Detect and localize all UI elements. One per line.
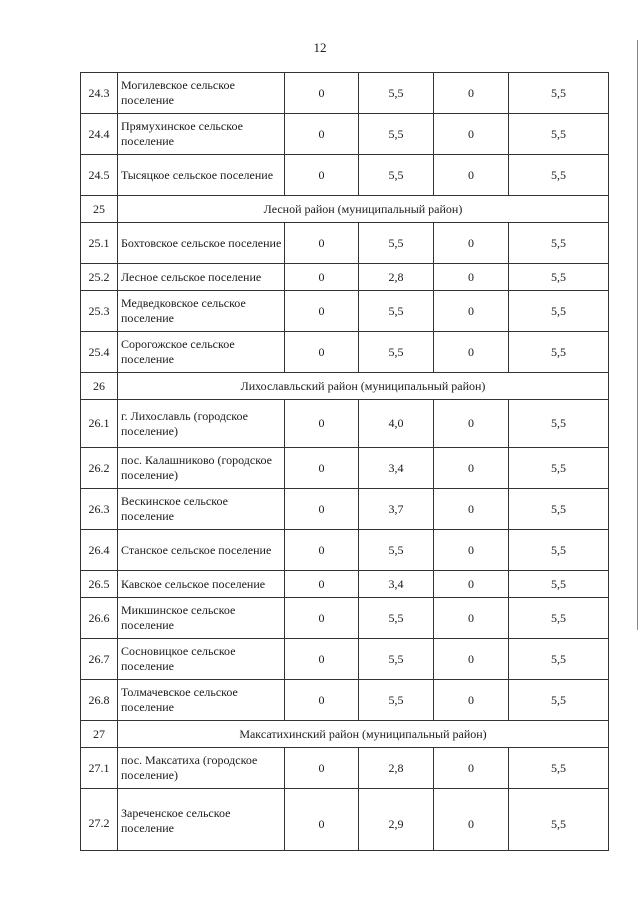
- value-col-2: 4,0: [359, 400, 434, 448]
- value-col-2: 5,5: [359, 155, 434, 196]
- district-row: [81, 196, 609, 223]
- table-row: [81, 114, 609, 155]
- value-col-2: 5,5: [359, 680, 434, 721]
- scan-margin-line: [637, 40, 638, 630]
- value-col-1: 0: [285, 332, 359, 373]
- value-col-1: 0: [285, 489, 359, 530]
- value-col-3: 0: [434, 789, 509, 851]
- row-number: 27.1: [81, 748, 118, 789]
- row-number: 26.8: [81, 680, 118, 721]
- value-col-2: 5,5: [359, 598, 434, 639]
- value-col-1: 0: [285, 530, 359, 571]
- row-number: 26.4: [81, 530, 118, 571]
- settlement-name: Тысяцкое сельское поселение: [118, 155, 285, 196]
- page-number: 12: [313, 40, 327, 55]
- settlement-name: Станское сельское поселение: [118, 530, 285, 571]
- value-col-4: 5,5: [509, 748, 609, 789]
- value-col-3: 0: [434, 639, 509, 680]
- value-col-3: 0: [434, 598, 509, 639]
- settlement-name: Прямухинское сельское поселение: [118, 114, 285, 155]
- table-row: [81, 291, 609, 332]
- table-row: [81, 748, 609, 789]
- value-col-4: 5,5: [509, 530, 609, 571]
- settlement-name: Лесное сельское поселение: [118, 264, 285, 291]
- value-col-2: 3,7: [359, 489, 434, 530]
- value-col-1: 0: [285, 598, 359, 639]
- value-col-1: 0: [285, 73, 359, 114]
- table-row: [81, 489, 609, 530]
- value-col-4: 5,5: [509, 332, 609, 373]
- row-number: 24.3: [81, 73, 118, 114]
- value-col-4: 5,5: [509, 291, 609, 332]
- value-col-4: 5,5: [509, 489, 609, 530]
- settlement-name: Кавское сельское поселение: [118, 571, 285, 598]
- table-row: [81, 223, 609, 264]
- value-col-2: 5,5: [359, 114, 434, 155]
- row-number: 25.2: [81, 264, 118, 291]
- district-row: [81, 721, 609, 748]
- settlement-name: Бохтовское сельское поселение: [118, 223, 285, 264]
- value-col-4: 5,5: [509, 571, 609, 598]
- value-col-4: 5,5: [509, 73, 609, 114]
- settlement-name: Микшинское сельское поселение: [118, 598, 285, 639]
- table-row: [81, 530, 609, 571]
- value-col-4: 5,5: [509, 223, 609, 264]
- settlement-name: Зареченское сельское поселение: [118, 789, 285, 851]
- value-col-2: 5,5: [359, 530, 434, 571]
- table-row: [81, 155, 609, 196]
- value-col-4: 5,5: [509, 155, 609, 196]
- value-col-3: 0: [434, 291, 509, 332]
- table-row: [81, 598, 609, 639]
- value-col-4: 5,5: [509, 789, 609, 851]
- table-row: [81, 571, 609, 598]
- value-col-4: 5,5: [509, 598, 609, 639]
- value-col-1: 0: [285, 264, 359, 291]
- value-col-4: 5,5: [509, 264, 609, 291]
- row-number: 24.5: [81, 155, 118, 196]
- table-row: [81, 264, 609, 291]
- value-col-2: 5,5: [359, 332, 434, 373]
- row-number: 25: [81, 196, 118, 223]
- value-col-1: 0: [285, 680, 359, 721]
- row-number: 26.3: [81, 489, 118, 530]
- value-col-4: 5,5: [509, 114, 609, 155]
- value-col-2: 5,5: [359, 73, 434, 114]
- value-col-3: 0: [434, 680, 509, 721]
- value-col-2: 2,8: [359, 264, 434, 291]
- value-col-4: 5,5: [509, 639, 609, 680]
- value-col-3: 0: [434, 571, 509, 598]
- value-col-2: 3,4: [359, 571, 434, 598]
- settlement-name: Сосновицкое сельское поселение: [118, 639, 285, 680]
- row-number: 25.4: [81, 332, 118, 373]
- table-row: [81, 73, 609, 114]
- value-col-2: 5,5: [359, 223, 434, 264]
- value-col-3: 0: [434, 223, 509, 264]
- table-row: [81, 448, 609, 489]
- row-number: 27.2: [81, 789, 118, 851]
- row-number: 26.2: [81, 448, 118, 489]
- value-col-1: 0: [285, 223, 359, 264]
- table-row: [81, 789, 609, 851]
- table-row: [81, 680, 609, 721]
- settlement-name: г. Лихославль (городское поселение): [118, 400, 285, 448]
- settlement-name: пос. Максатиха (городское поселение): [118, 748, 285, 789]
- value-col-3: 0: [434, 264, 509, 291]
- row-number: 26.1: [81, 400, 118, 448]
- settlement-name: Толмачевское сельское поселение: [118, 680, 285, 721]
- value-col-2: 2,9: [359, 789, 434, 851]
- settlement-name: Могилевское сельское поселение: [118, 73, 285, 114]
- row-number: 24.4: [81, 114, 118, 155]
- value-col-4: 5,5: [509, 400, 609, 448]
- value-col-3: 0: [434, 332, 509, 373]
- settlement-name: Медведковское сельское поселение: [118, 291, 285, 332]
- value-col-1: 0: [285, 748, 359, 789]
- settlement-name: Вескинское сельское поселение: [118, 489, 285, 530]
- value-col-1: 0: [285, 448, 359, 489]
- value-col-3: 0: [434, 114, 509, 155]
- row-number: 26: [81, 373, 118, 400]
- row-number: 26.6: [81, 598, 118, 639]
- district-name: Лесной район (муниципальный район): [118, 196, 609, 223]
- value-col-4: 5,5: [509, 680, 609, 721]
- district-name: Лихославльский район (муниципальный район): [118, 373, 609, 400]
- value-col-1: 0: [285, 400, 359, 448]
- settlements-table: [80, 72, 609, 851]
- value-col-3: 0: [434, 448, 509, 489]
- value-col-1: 0: [285, 789, 359, 851]
- value-col-3: 0: [434, 530, 509, 571]
- table-row: [81, 639, 609, 680]
- value-col-4: 5,5: [509, 448, 609, 489]
- settlement-name: пос. Калашниково (городское поселение): [118, 448, 285, 489]
- value-col-3: 0: [434, 489, 509, 530]
- value-col-3: 0: [434, 73, 509, 114]
- row-number: 27: [81, 721, 118, 748]
- value-col-1: 0: [285, 571, 359, 598]
- row-number: 25.1: [81, 223, 118, 264]
- table-row: [81, 400, 609, 448]
- district-name: Максатихинский район (муниципальный район): [118, 721, 609, 748]
- table-row: [81, 332, 609, 373]
- value-col-1: 0: [285, 639, 359, 680]
- settlement-name: Сорогожское сельское поселение: [118, 332, 285, 373]
- value-col-3: 0: [434, 400, 509, 448]
- row-number: 25.3: [81, 291, 118, 332]
- value-col-3: 0: [434, 748, 509, 789]
- row-number: 26.7: [81, 639, 118, 680]
- value-col-2: 3,4: [359, 448, 434, 489]
- row-number: 26.5: [81, 571, 118, 598]
- district-row: [81, 373, 609, 400]
- value-col-1: 0: [285, 291, 359, 332]
- value-col-2: 5,5: [359, 291, 434, 332]
- value-col-1: 0: [285, 114, 359, 155]
- value-col-1: 0: [285, 155, 359, 196]
- value-col-3: 0: [434, 155, 509, 196]
- value-col-2: 2,8: [359, 748, 434, 789]
- value-col-2: 5,5: [359, 639, 434, 680]
